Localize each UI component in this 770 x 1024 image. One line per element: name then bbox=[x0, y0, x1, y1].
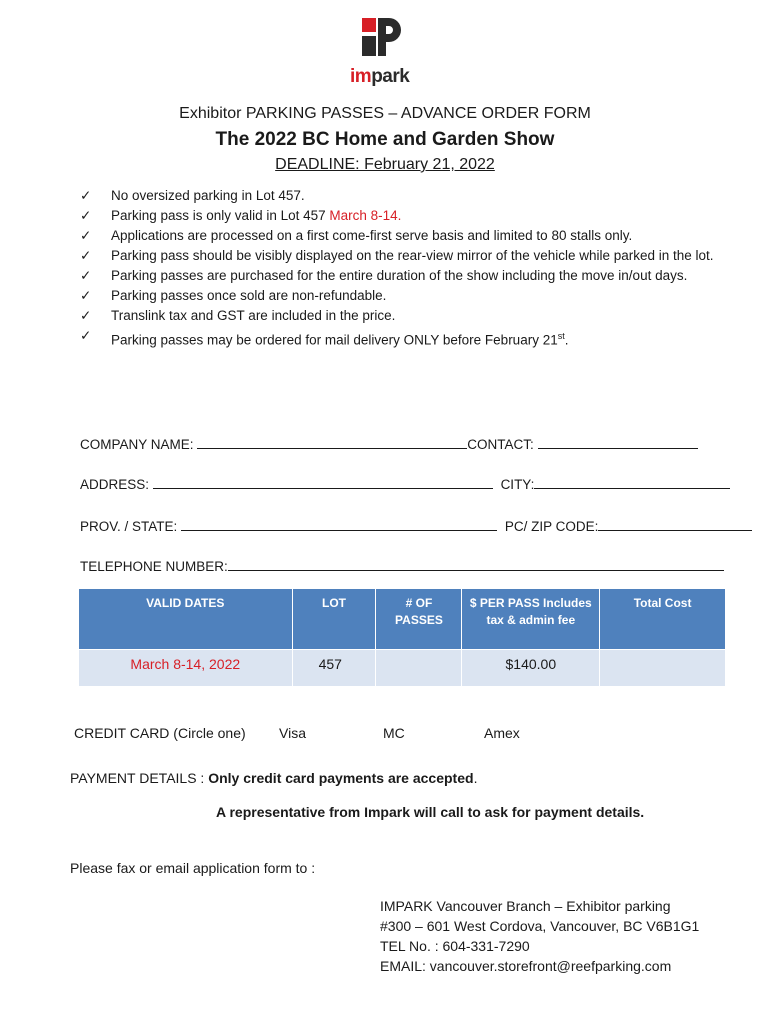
table-row bbox=[79, 650, 726, 687]
form-subtitle: Exhibitor PARKING PASSES – ADVANCE ORDER FORM bbox=[179, 105, 591, 122]
col-lot: LOT bbox=[292, 589, 376, 650]
deadline: DEADLINE: February 21, 2022 bbox=[275, 156, 495, 173]
table-header-row bbox=[79, 589, 726, 650]
rule-item: ✓ No oversized parking in Lot 457. bbox=[80, 186, 750, 206]
col-valid-dates: VALID DATES bbox=[79, 589, 293, 650]
contact-line-email[interactable]: EMAIL: vancouver.storefront@reefparking.com bbox=[380, 958, 672, 974]
address-field[interactable] bbox=[80, 475, 730, 492]
check-icon: ✓ bbox=[80, 308, 92, 323]
payment-details: PAYMENT DETAILS : Only credit card payments are accepted. bbox=[70, 770, 478, 786]
visa-option[interactable]: Visa bbox=[279, 725, 306, 741]
company-name-line[interactable] bbox=[197, 435, 467, 449]
contact-line-phone: TEL No. : 604-331-7290 bbox=[380, 938, 530, 954]
rule-item: ✓ Parking pass should be visibly displayed on the rear-view mirror of the vehicle while parked in the lot. bbox=[80, 246, 750, 266]
rule-item: ✓ Translink tax and GST are included in the price. bbox=[80, 306, 750, 326]
rule-item: ✓ Parking passes once sold are non-refundable. bbox=[80, 286, 750, 306]
zip-code-line[interactable] bbox=[598, 517, 752, 531]
company-name-label: COMPANY NAME: bbox=[80, 437, 194, 452]
col-price: $ PER PASS Includes tax & admin fee bbox=[462, 589, 600, 650]
total-cost-cell[interactable] bbox=[600, 650, 726, 687]
rules-list bbox=[80, 186, 750, 351]
province-label: PROV. / STATE: bbox=[80, 519, 178, 534]
rule-item: ✓ Parking passes are purchased for the entire duration of the show including the move in/out days. bbox=[80, 266, 750, 286]
telephone-field[interactable] bbox=[80, 557, 724, 574]
amex-option[interactable]: Amex bbox=[484, 725, 520, 741]
check-icon: ✓ bbox=[80, 208, 92, 223]
rule-item: ✓ Parking passes may be ordered for mail delivery ONLY before February 21st. bbox=[80, 328, 569, 348]
contact-block bbox=[380, 896, 699, 976]
province-field[interactable] bbox=[80, 517, 752, 534]
company-name-field[interactable] bbox=[80, 435, 698, 452]
telephone-label: TELEPHONE NUMBER: bbox=[80, 559, 228, 574]
check-icon: ✓ bbox=[80, 228, 92, 243]
contact-line-branch: IMPARK Vancouver Branch – Exhibitor parking bbox=[380, 898, 671, 914]
rule-item: ✓ Parking pass is only valid in Lot 457 March 8-14. bbox=[80, 206, 750, 226]
province-line[interactable] bbox=[181, 517, 497, 531]
city-label: CITY: bbox=[500, 477, 535, 492]
check-icon: ✓ bbox=[80, 268, 92, 283]
lot-cell: 457 bbox=[292, 650, 376, 687]
send-instructions: Please fax or email application form to : bbox=[70, 860, 316, 876]
col-passes: # OF PASSES bbox=[376, 589, 462, 650]
contact-label: CONTACT: bbox=[467, 437, 534, 452]
order-table bbox=[78, 588, 726, 687]
price-cell: $140.00 bbox=[462, 650, 600, 687]
representative-note: A representative from Impark will call to ask for payment details. bbox=[216, 804, 645, 820]
valid-dates-cell: March 8-14, 2022 bbox=[79, 650, 293, 687]
credit-card-label: CREDIT CARD (Circle one) bbox=[74, 725, 246, 741]
rule-item: ✓ Applications are processed on a first come-first serve basis and limited to 80 stalls only. bbox=[80, 226, 750, 246]
col-total: Total Cost bbox=[600, 589, 726, 650]
contact-line[interactable] bbox=[538, 435, 698, 449]
check-icon: ✓ bbox=[80, 248, 92, 263]
city-line[interactable] bbox=[534, 475, 730, 489]
zip-code-label: PC/ ZIP CODE: bbox=[504, 519, 599, 534]
check-icon: ✓ bbox=[80, 328, 92, 343]
check-icon: ✓ bbox=[80, 188, 92, 203]
address-label: ADDRESS: bbox=[80, 477, 150, 492]
passes-cell[interactable] bbox=[376, 650, 462, 687]
form-title: The 2022 BC Home and Garden Show bbox=[215, 129, 555, 150]
impark-logo-icon bbox=[362, 14, 402, 64]
impark-wordmark: impark bbox=[350, 66, 410, 87]
telephone-line[interactable] bbox=[228, 557, 724, 571]
address-line[interactable] bbox=[153, 475, 493, 489]
contact-line-address: #300 – 601 West Cordova, Vancouver, BC V6B1G1 bbox=[380, 918, 700, 934]
mc-option[interactable]: MC bbox=[383, 725, 405, 741]
check-icon: ✓ bbox=[80, 288, 92, 303]
